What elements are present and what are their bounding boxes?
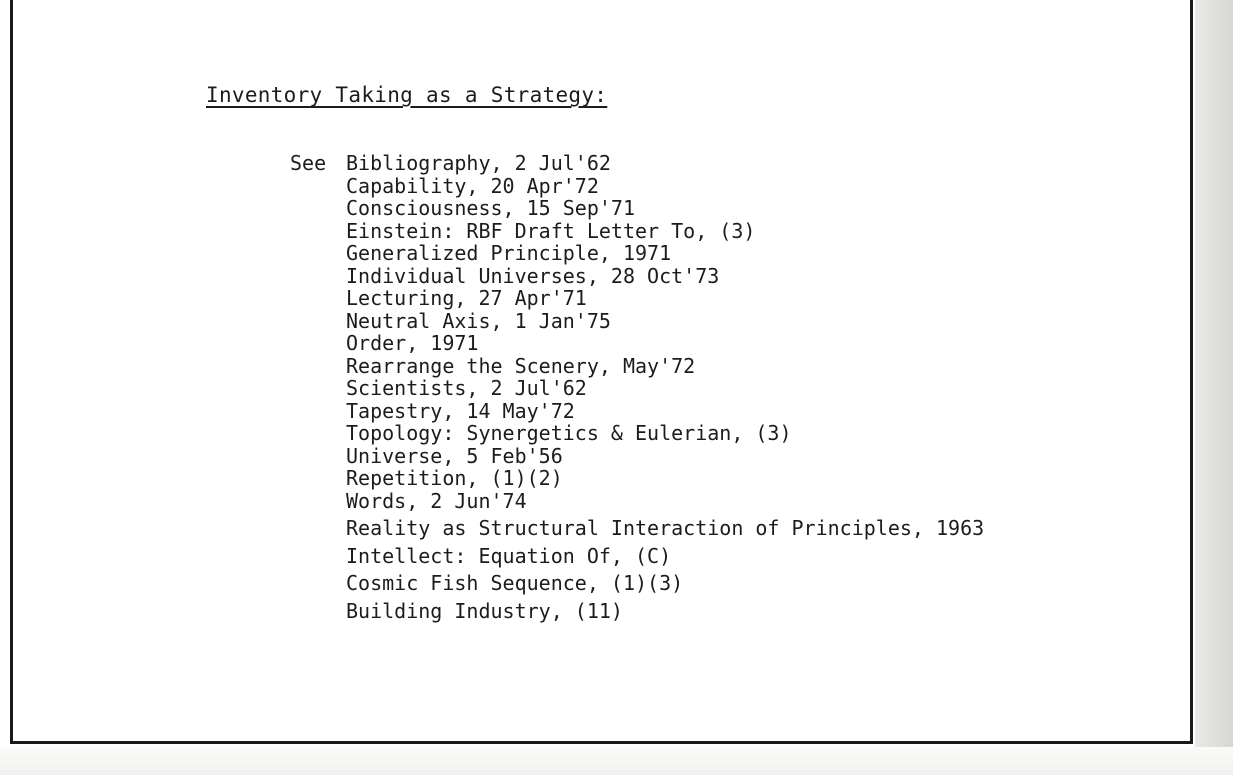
- list-item: Reality as Structural Interaction of Principles, 1963: [346, 516, 985, 540]
- list-item: Lecturing, 27 Apr'71: [346, 286, 587, 310]
- list-item: Bibliography, 2 Jul'62: [346, 151, 611, 175]
- cross-reference-list: [346, 152, 984, 622]
- card-heading: Inventory Taking as a Strategy:: [206, 83, 608, 107]
- list-item: Generalized Principle, 1971: [346, 241, 672, 265]
- list-item: Universe, 5 Feb'56: [346, 443, 563, 468]
- list-item: Order, 1971: [346, 331, 479, 355]
- list-item: Consciousness, 15 Sep'71: [346, 196, 635, 220]
- list-item: Einstein: RBF Draft Letter To, (3): [346, 218, 756, 243]
- see-label: See: [290, 151, 327, 175]
- list-item: Scientists, 2 Jul'62: [346, 376, 587, 400]
- list-item: Rearrange the Scenery, May'72: [346, 353, 696, 378]
- list-item: Topology: Synergetics & Eulerian, (3): [346, 421, 792, 445]
- page-bottom-margin: [0, 747, 1233, 775]
- list-item: Capability, 20 Apr'72: [346, 173, 599, 198]
- list-item: Words, 2 Jun'74: [346, 488, 527, 513]
- list-item: Neutral Axis, 1 Jan'75: [346, 308, 611, 333]
- list-item: Individual Universes, 28 Oct'73: [346, 263, 720, 288]
- list-item: Tapestry, 14 May'72: [346, 398, 575, 423]
- list-item: Cosmic Fish Sequence, (1)(3): [346, 571, 684, 595]
- list-item: Intellect: Equation Of, (C): [346, 543, 672, 568]
- list-item: Building Industry, (11): [346, 598, 623, 623]
- list-item: Repetition, (1)(2): [346, 466, 563, 490]
- page-edge-shadow: [1195, 0, 1233, 775]
